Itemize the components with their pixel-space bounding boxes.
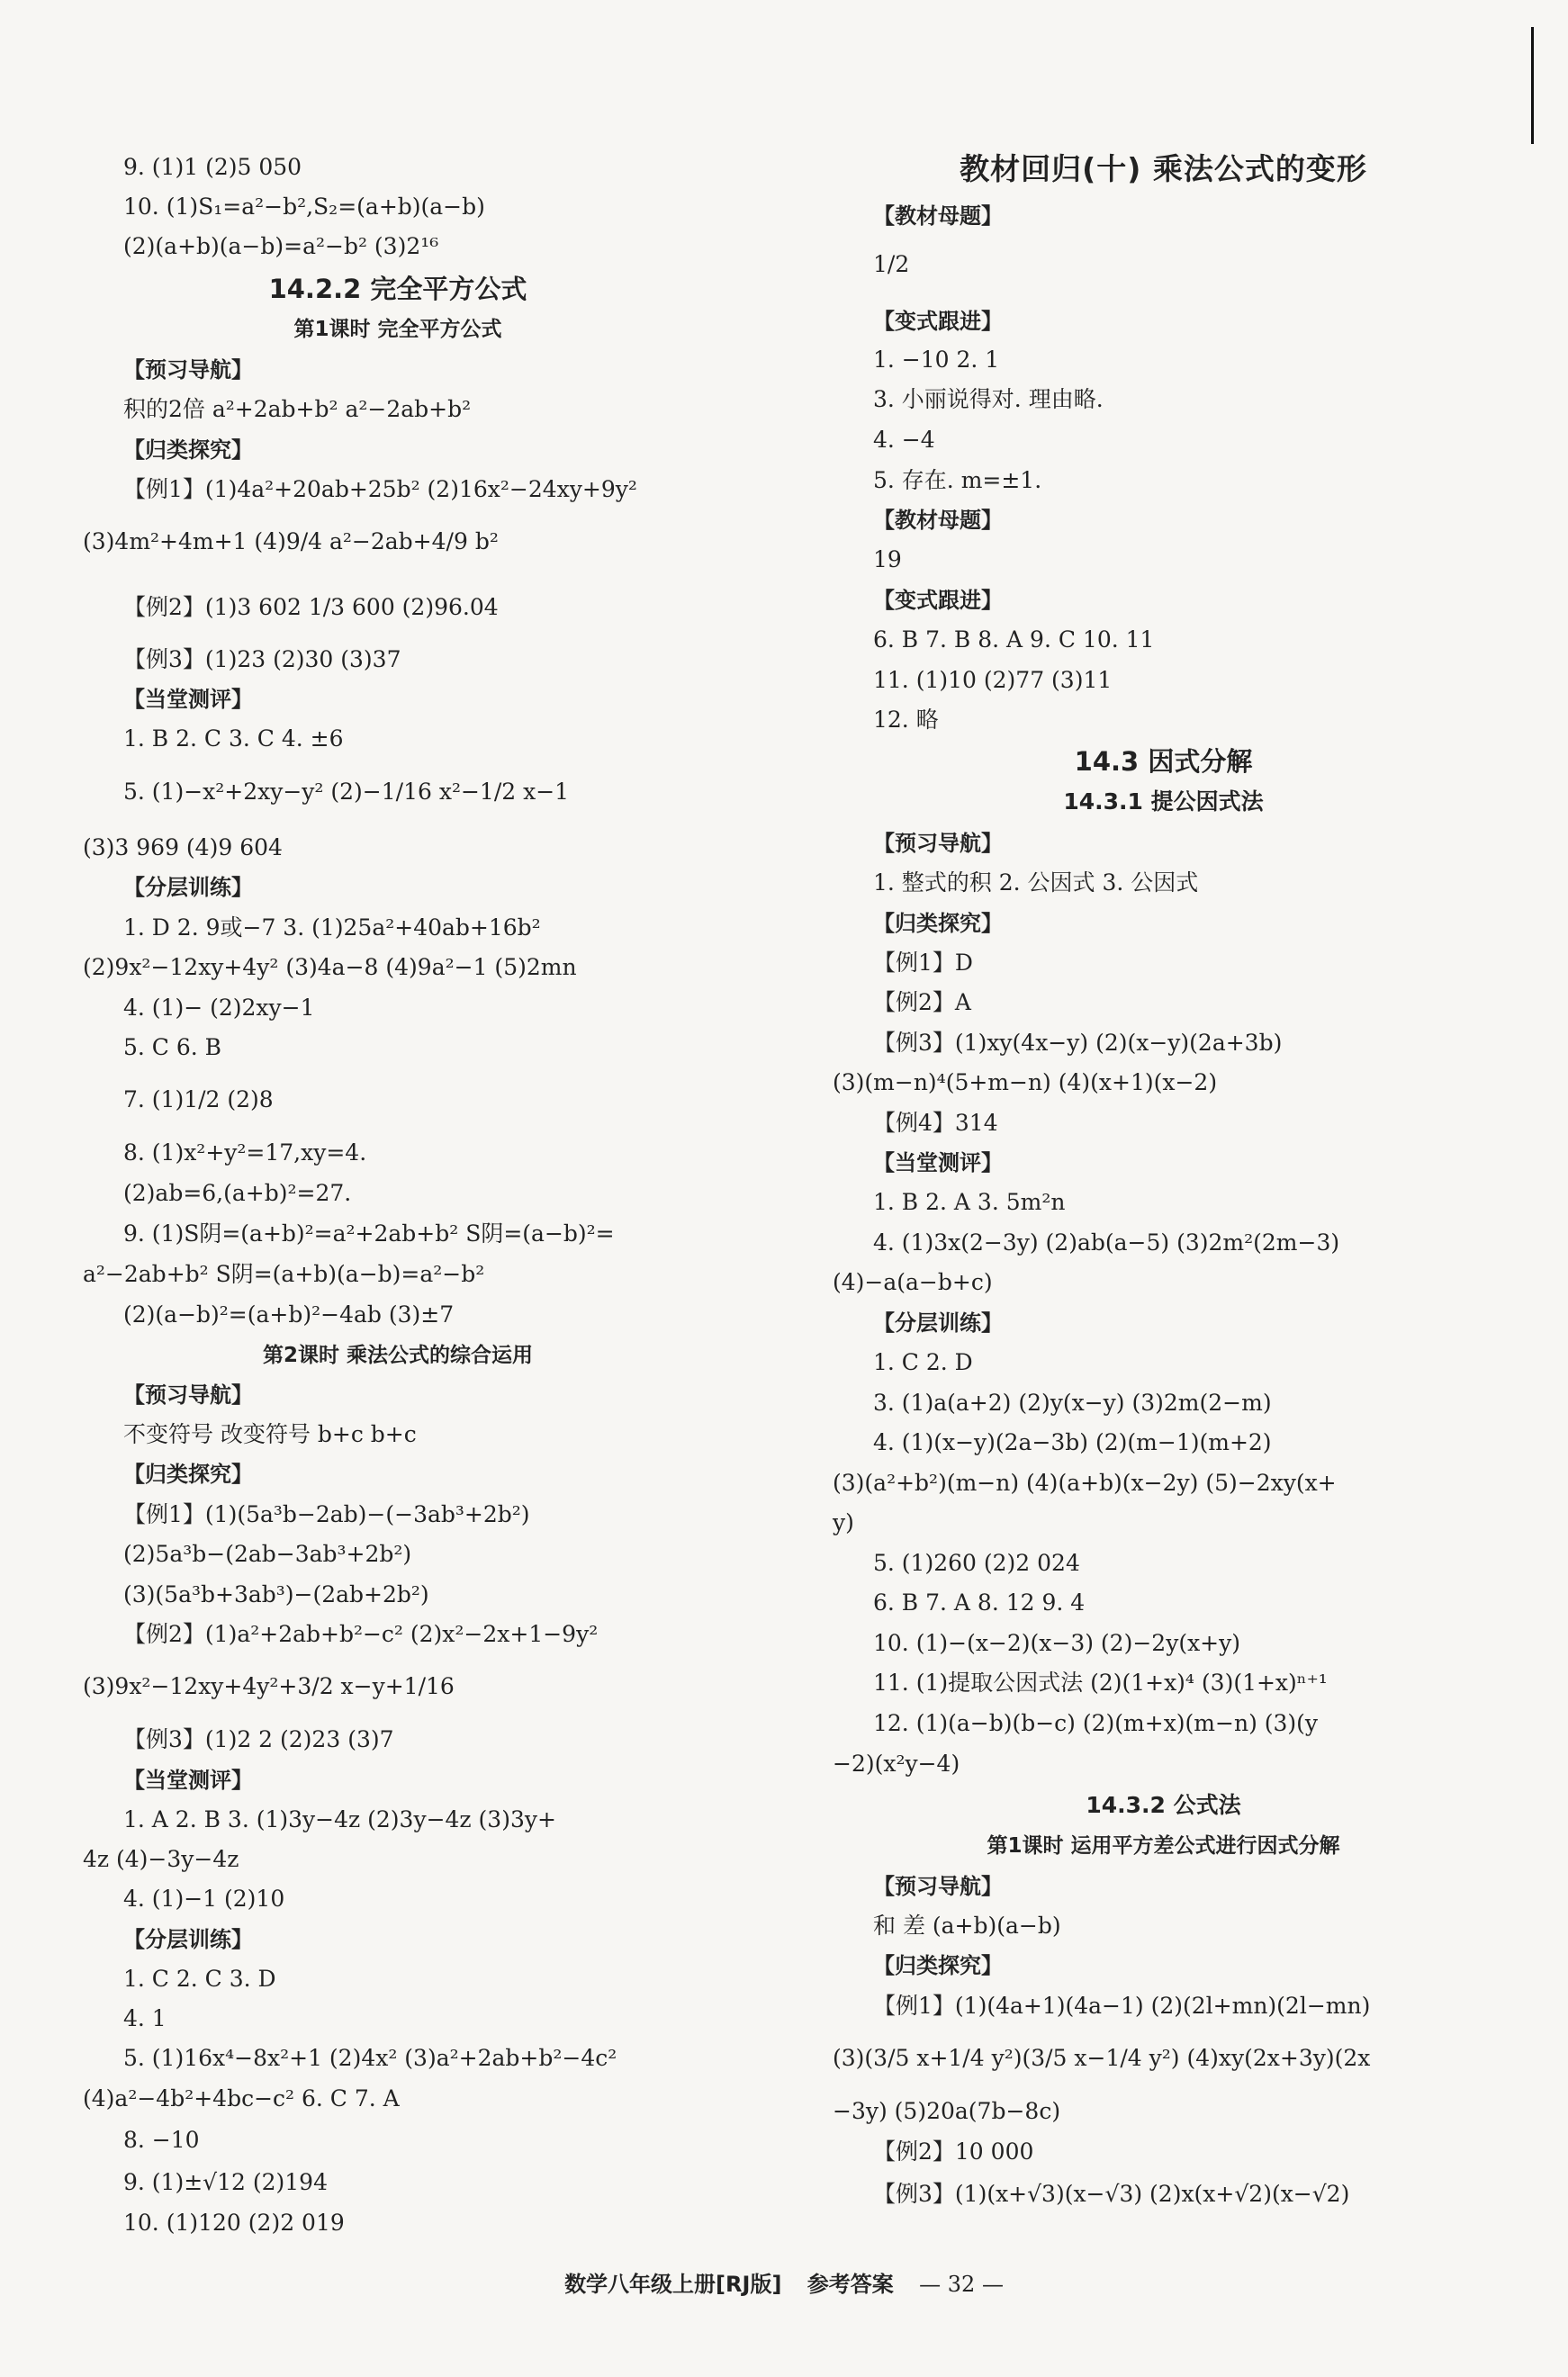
- answer-line: (2)(a−b)²=(a+b)²−4ab (3)±7: [123, 1301, 455, 1328]
- section-label: 【预习导航】: [123, 357, 253, 383]
- answer-line: (4)−a(a−b+c): [833, 1269, 993, 1295]
- section-label: 【预习导航】: [123, 1382, 253, 1408]
- footer-section: 参考答案: [807, 2272, 894, 2297]
- answer-line: 9. (1)S阴=(a+b)²=a²+2ab+b² S阴=(a−b)²=: [123, 1220, 615, 1247]
- answer-line: (2)5a³b−(2ab−3ab³+2b²): [123, 1541, 412, 1567]
- answer-line: 积的2倍 a²+2ab+b² a²−2ab+b²: [123, 396, 472, 422]
- answer-line: 【例3】(1)xy(4x−y) (2)(x−y)(2a+3b): [873, 1030, 1283, 1056]
- answer-line: (2)9x²−12xy+4y² (3)4a−8 (4)9a²−1 (5)2mn: [83, 954, 577, 980]
- answer-line: 9. (1)1 (2)5 050: [123, 154, 302, 180]
- answer-line: 5. C 6. B: [123, 1034, 222, 1060]
- section-label: 【归类探究】: [873, 911, 1003, 936]
- answer-line: 1. D 2. 9或−7 3. (1)25a²+40ab+16b²: [123, 914, 541, 941]
- answer-line: 1. B 2. C 3. C 4. ±6: [123, 725, 344, 752]
- answer-line: 3. (1)a(a+2) (2)y(x−y) (3)2m(2−m): [873, 1390, 1272, 1416]
- answer-line: 【例4】314: [873, 1110, 998, 1136]
- answer-line: 【例1】(1)(5a³b−2ab)−(−3ab³+2b²): [123, 1501, 530, 1527]
- answer-line: 5. (1)16x⁴−8x²+1 (2)4x² (3)a²+2ab+b²−4c²: [123, 2045, 617, 2071]
- answer-line: 8. (1)x²+y²=17,xy=4.: [123, 1139, 367, 1166]
- section-label: 【分层训练】: [873, 1310, 1003, 1336]
- answer-line: 和 差 (a+b)(a−b): [873, 1913, 1061, 1939]
- answer-line: 4. (1)3x(2−3y) (2)ab(a−5) (3)2m²(2m−3): [873, 1229, 1340, 1256]
- answer-line: 4z (4)−3y−4z: [83, 1846, 239, 1872]
- section-label: 【归类探究】: [873, 1953, 1003, 1978]
- answer-line: (3)4m²+4m+1 (4)9/4 a²−2ab+4/9 b²: [83, 528, 499, 554]
- answer-line: 12. 略: [873, 707, 939, 733]
- answer-line: 【例1】(1)(4a+1)(4a−1) (2)(2l+mn)(2l−mn): [873, 1993, 1371, 2019]
- answer-line: 5. (1)−x²+2xy−y² (2)−1/16 x²−1/2 x−1: [123, 779, 570, 805]
- section-heading: 教材回归(十) 乘法公式的变形: [960, 151, 1367, 186]
- answer-line: (4)a²−4b²+4bc−c² 6. C 7. A: [83, 2085, 400, 2111]
- section-heading: 14.2.2 完全平方公式: [268, 274, 527, 304]
- lesson-title: 第1课时 运用平方差公式进行因式分解: [987, 1834, 1340, 1858]
- page-footer: [0, 2266, 1568, 2298]
- answer-line: (2)(a+b)(a−b)=a²−b² (3)2¹⁶: [123, 233, 439, 259]
- section-label: 【分层训练】: [123, 1927, 253, 1952]
- lesson-title: 第2课时 乘法公式的综合运用: [262, 1344, 533, 1367]
- answer-line: 1. 整式的积 2. 公因式 3. 公因式: [873, 869, 1199, 896]
- answer-line: 10. (1)S₁=a²−b²,S₂=(a+b)(a−b): [123, 194, 485, 220]
- answer-line: (3)3 969 (4)9 604: [83, 834, 283, 860]
- answer-line: 7. (1)1/2 (2)8: [123, 1086, 274, 1112]
- answer-line: 1. −10 2. 1: [873, 347, 1000, 373]
- answer-line: 【例2】(1)a²+2ab+b²−c² (2)x²−2x+1−9y²: [123, 1621, 599, 1647]
- section-label: 【教材母题】: [873, 203, 1003, 229]
- answer-line: −2)(x²y−4): [833, 1751, 960, 1777]
- answer-line: 1. C 2. D: [873, 1349, 973, 1375]
- section-heading: 14.3.2 公式法: [1086, 1792, 1241, 1818]
- answer-line: 4. (1)(x−y)(2a−3b) (2)(m−1)(m+2): [873, 1429, 1272, 1455]
- section-label: 【预习导航】: [873, 831, 1003, 856]
- page-edge-line: [1531, 27, 1534, 144]
- section-heading: 14.3 因式分解: [1074, 746, 1253, 777]
- section-label: 【当堂测评】: [873, 1150, 1003, 1175]
- answer-line: 6. B 7. A 8. 12 9. 4: [873, 1589, 1086, 1616]
- answer-line: (3)(5a³b+3ab³)−(2ab+2b²): [123, 1581, 429, 1607]
- answer-line: a²−2ab+b² S阴=(a+b)(a−b)=a²−b²: [83, 1261, 485, 1287]
- answer-line: 1. B 2. A 3. 5m²n: [873, 1189, 1066, 1215]
- answer-line: 4. (1)− (2)2xy−1: [123, 995, 315, 1021]
- answer-line: (3)(a²+b²)(m−n) (4)(a+b)(x−2y) (5)−2xy(x+: [833, 1470, 1337, 1496]
- answer-line: 5. (1)260 (2)2 024: [873, 1550, 1080, 1576]
- answer-line: 6. B 7. B 8. A 9. C 10. 11: [873, 626, 1155, 653]
- answer-line: (3)(3/5 x+1/4 y²)(3/5 x−1/4 y²) (4)xy(2x+3y)(2x: [833, 2045, 1371, 2071]
- section-label: 【变式跟进】: [873, 309, 1003, 334]
- answer-line: 1/2: [873, 251, 910, 277]
- answer-line: 【例2】(1)3 602 1/3 600 (2)96.04: [123, 594, 499, 620]
- answer-line: 【例3】(1)(x+√3)(x−√3) (2)x(x+√2)(x−√2): [873, 2181, 1350, 2207]
- page-number: — 32 —: [919, 2272, 1004, 2297]
- answer-line: 【例1】D: [873, 950, 973, 976]
- answer-line: 【例2】A: [873, 989, 971, 1015]
- answer-line: 1. C 2. C 3. D: [123, 1966, 276, 1992]
- answer-line: 【例2】10 000: [873, 2138, 1034, 2165]
- answer-line: 11. (1)提取公因式法 (2)(1+x)⁴ (3)(1+x)ⁿ⁺¹: [873, 1670, 1328, 1696]
- answer-line: 【例1】(1)4a²+20ab+25b² (2)16x²−24xy+9y²: [123, 476, 637, 502]
- section-label: 【归类探究】: [123, 437, 253, 463]
- section-label: 【变式跟进】: [873, 588, 1003, 613]
- answer-line: 不变符号 改变符号 b+c b+c: [123, 1421, 417, 1447]
- answer-line: 10. (1)120 (2)2 019: [123, 2210, 345, 2236]
- answer-line: −3y) (5)20a(7b−8c): [833, 2098, 1061, 2124]
- section-label: 【归类探究】: [123, 1462, 253, 1487]
- answer-line: 19: [873, 546, 902, 572]
- section-heading: 14.3.1 提公因式法: [1063, 788, 1264, 815]
- answer-line: (3)(m−n)⁴(5+m−n) (4)(x+1)(x−2): [833, 1069, 1218, 1095]
- answer-line: 【例3】(1)23 (2)30 (3)37: [123, 646, 401, 672]
- answer-line: 4. (1)−1 (2)10: [123, 1886, 285, 1912]
- answer-line: 1. A 2. B 3. (1)3y−4z (2)3y−4z (3)3y+: [123, 1806, 556, 1832]
- answer-line: (3)9x²−12xy+4y²+3/2 x−y+1/16: [83, 1673, 455, 1699]
- section-label: 【分层训练】: [123, 875, 253, 900]
- section-label: 【预习导航】: [873, 1874, 1003, 1899]
- answer-line: 9. (1)±√12 (2)194: [123, 2169, 328, 2195]
- answer-line: 4. −4: [873, 427, 935, 453]
- answer-line: 4. 1: [123, 2005, 167, 2031]
- answer-line: 5. 存在. m=±1.: [873, 467, 1042, 493]
- answer-line: (2)ab=6,(a+b)²=27.: [123, 1180, 352, 1206]
- answer-line: 8. −10: [123, 2127, 200, 2153]
- answer-line: 12. (1)(a−b)(b−c) (2)(m+x)(m−n) (3)(y: [873, 1710, 1319, 1736]
- section-label: 【教材母题】: [873, 508, 1003, 533]
- answer-line: 11. (1)10 (2)77 (3)11: [873, 667, 1113, 693]
- answer-line: y): [833, 1509, 854, 1535]
- section-label: 【当堂测评】: [123, 1768, 253, 1793]
- answer-line: 【例3】(1)2 2 (2)23 (3)7: [123, 1726, 394, 1752]
- footer-book-title: 数学八年级上册[RJ版]: [564, 2272, 782, 2297]
- section-label: 【当堂测评】: [123, 687, 253, 712]
- answer-line: 3. 小丽说得对. 理由略.: [873, 386, 1104, 412]
- answer-line: 10. (1)−(x−2)(x−3) (2)−2y(x+y): [873, 1630, 1240, 1656]
- lesson-title: 第1课时 完全平方公式: [293, 318, 502, 341]
